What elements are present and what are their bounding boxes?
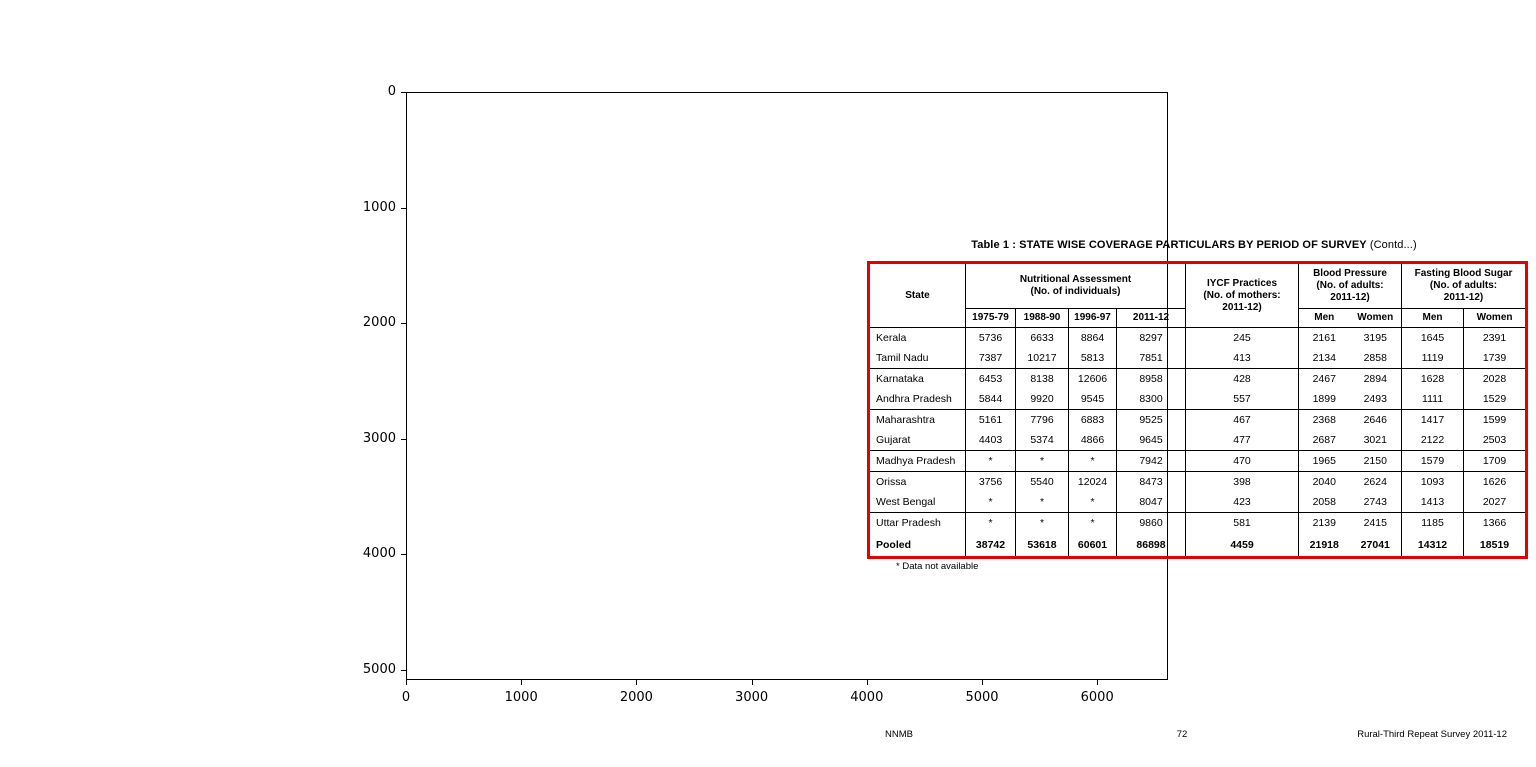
page-number: 72 [1176,729,1188,740]
header-fbs-men: Men [1402,309,1464,328]
state-cell: Orissa [869,472,966,493]
value-cell: 5844 [966,389,1016,410]
table-row [869,451,1527,472]
value-cell: 8473 [1117,472,1186,493]
value-cell: 5736 [966,328,1016,349]
header-blood-pressure [1299,263,1402,309]
header-iycf-line1: IYCF Practices [1206,277,1278,289]
value-cell: 9545 [1069,389,1117,410]
state-cell: Tamil Nadu [876,352,929,364]
header-fbs-women: Women [1464,309,1527,328]
value-cell: 9860 [1117,513,1186,534]
value-cell: 413 [1186,348,1299,369]
value-cell: 3021 [1363,434,1387,446]
value-cell: 2391 [1464,328,1527,349]
state-cell: West Bengal [876,496,936,508]
y-tick-mark [401,554,406,555]
value-cell: 398 [1186,472,1299,493]
value-cell: 1579 [1402,451,1464,472]
header-fbs-line1: Fasting Blood Sugar [1414,268,1513,279]
header-iycf-line2: (No. of mothers: [1203,289,1281,301]
header-bp-men: Men [1299,309,1350,328]
table-body [869,328,1527,558]
value-cell: 2161 [1299,328,1350,349]
value-cell: 2467 [1299,369,1350,390]
value-cell: 3195 [1350,328,1402,349]
table-row [869,492,1527,513]
y-tick-label: 1000 [362,199,396,215]
value-cell: * [966,492,1016,513]
value-cell: 1093 [1402,472,1464,493]
x-tick-mark [867,680,868,685]
value-cell: 86898 [1117,533,1186,558]
value-cell: 581 [1186,513,1299,534]
value-cell: 2687 [1299,430,1350,451]
x-tick-label: 1000 [504,690,538,705]
header-bp-line1: Blood Pressure [1313,268,1387,279]
header-state: State [905,289,930,301]
table-title-suffix: (Contd...) [1366,239,1417,251]
y-tick-mark [401,670,406,671]
header-fasting-blood-sugar [1402,263,1527,309]
y-tick-label: 5000 [362,662,396,677]
value-cell: 245 [1186,328,1299,349]
value-cell: * [1069,513,1117,534]
value-cell: 9920 [1016,389,1069,410]
value-cell: * [966,513,1016,534]
value-cell: 1413 [1402,492,1464,513]
value-cell: 12606 [1069,369,1117,390]
value-cell: 1899 [1299,389,1350,410]
state-cell: Pooled [876,538,912,551]
y-tick-label: 4000 [362,546,396,562]
value-cell: 9645 [1117,430,1186,451]
value-cell: 8958 [1117,369,1186,390]
x-tick-mark [406,680,407,685]
header-nutritional-line2: (No. of individuals) [1030,286,1121,297]
x-tick-label: 3000 [735,690,769,705]
value-cell: 38742 [966,533,1016,558]
value-cell: * [1016,492,1069,513]
x-tick-label: 2000 [619,690,653,705]
header-year-2011-12: 2011-12 [1117,309,1186,328]
state-cell: Karnataka [869,369,966,390]
value-cell: 1965 [1299,451,1350,472]
value-cell: 1739 [1464,348,1527,369]
value-cell: 1366 [1464,513,1527,534]
value-cell: 2503 [1464,430,1527,451]
value-cell: 1599 [1464,410,1527,431]
value-cell: 7942 [1117,451,1186,472]
value-cell: * [1016,451,1069,472]
value-cell: 8864 [1069,328,1117,349]
y-tick-mark [401,323,406,324]
y-tick-mark [401,208,406,209]
value-cell: 7387 [966,348,1016,369]
header-year-1988-90: 1988-90 [1016,309,1069,328]
table-row [869,348,1527,369]
x-tick-label: 4000 [850,690,884,705]
value-cell: 2894 [1350,369,1402,390]
value-cell: 2027 [1464,492,1527,513]
header-fbs-line3: 2011-12) [1443,292,1484,303]
value-cell: * [1016,513,1069,534]
value-cell: 1628 [1402,369,1464,390]
value-cell: 2122 [1402,430,1464,451]
value-cell: 3756 [966,472,1016,493]
footnote: * Data not available [896,561,979,572]
value-cell: 9525 [1117,410,1186,431]
value-cell: 4403 [966,430,1016,451]
header-year-1975-79: 1975-79 [966,309,1016,328]
x-tick-mark [521,680,522,685]
x-tick-mark [982,680,983,685]
footer-left: NNMB [885,729,913,740]
value-cell: 2028 [1464,369,1527,390]
value-cell: 557 [1186,389,1299,410]
value-cell: 2139 [1299,513,1350,534]
value-cell: 470 [1186,451,1299,472]
value-cell: * [966,451,1016,472]
table-row [869,328,1527,349]
table-row [869,369,1527,390]
value-cell: 27041 [1360,538,1390,551]
value-cell: 2493 [1363,393,1387,405]
table-row [869,513,1527,534]
value-cell: * [1069,492,1117,513]
coverage-table [867,261,1528,559]
header-nutritional-line1: Nutritional Assessment [1019,274,1132,285]
value-cell: 53618 [1016,533,1069,558]
value-cell: 1709 [1464,451,1527,472]
value-cell: 2368 [1299,410,1350,431]
x-tick-label: 0 [401,690,411,705]
x-tick-mark [636,680,637,685]
value-cell: 1417 [1402,410,1464,431]
value-cell: 6883 [1069,410,1117,431]
value-cell: 1111 [1402,389,1464,410]
y-tick-label: 3000 [362,430,396,446]
value-cell: 428 [1186,369,1299,390]
header-bp-line2: (No. of adults: [1316,280,1384,291]
value-cell: 2150 [1350,451,1402,472]
value-cell: 8297 [1117,328,1186,349]
value-cell: 4866 [1069,430,1117,451]
table-title-text: Table 1 : STATE WISE COVERAGE PARTICULARS BY PERIOD OF SURVEY [971,239,1367,251]
table-row [869,430,1527,451]
state-cell: Uttar Pradesh [869,513,966,534]
y-tick-label: 2000 [362,315,396,331]
value-cell: 14312 [1402,533,1464,558]
y-tick-mark [401,92,406,93]
state-cell: Andhra Pradesh [876,393,952,405]
value-cell: 10217 [1016,348,1069,369]
value-cell: 5813 [1069,348,1117,369]
table-row [869,410,1527,431]
state-cell: Gujarat [876,434,911,446]
value-cell: 2624 [1350,472,1402,493]
header-nutritional-assessment [966,263,1186,309]
state-cell: Kerala [869,328,966,349]
value-cell: 2134 [1299,348,1350,369]
header-iycf-line3: 2011-12) [1222,301,1262,313]
state-cell: Madhya Pradesh [869,451,966,472]
value-cell: 2743 [1363,496,1387,508]
table-row [869,389,1527,410]
value-cell: 2858 [1363,352,1387,364]
table-header [869,263,1527,328]
value-cell: 1185 [1402,513,1464,534]
value-cell: 2058 [1299,492,1350,513]
value-cell: 1119 [1402,348,1464,369]
value-cell: 8138 [1016,369,1069,390]
value-cell: 1529 [1464,389,1527,410]
value-cell: 60601 [1069,533,1117,558]
header-year-1996-97: 1996-97 [1069,309,1117,328]
table-title [843,239,1536,251]
value-cell: 21918 [1299,533,1350,558]
value-cell: 7851 [1117,348,1186,369]
header-bp-line3: 2011-12) [1330,292,1370,303]
value-cell: 4459 [1186,533,1299,558]
x-tick-mark [752,680,753,685]
value-cell: 423 [1186,492,1299,513]
x-tick-label: 5000 [965,690,999,705]
header-iycf [1186,263,1299,328]
table-row [869,533,1527,558]
value-cell: 5374 [1016,430,1069,451]
value-cell: 5161 [966,410,1016,431]
value-cell: 467 [1186,410,1299,431]
value-cell: 7796 [1016,410,1069,431]
footer-right: Rural-Third Repeat Survey 2011-12 [1357,729,1507,740]
y-tick-mark [401,439,406,440]
value-cell: 18519 [1464,533,1527,558]
state-cell: Maharashtra [869,410,966,431]
value-cell: 1626 [1464,472,1527,493]
value-cell: 477 [1186,430,1299,451]
value-cell: 2415 [1350,513,1402,534]
table-row [869,472,1527,493]
header-fbs-line2: (No. of adults: [1429,280,1498,291]
value-cell: 2646 [1350,410,1402,431]
value-cell: 6453 [966,369,1016,390]
value-cell: * [1069,451,1117,472]
value-cell: 6633 [1016,328,1069,349]
value-cell: 8300 [1117,389,1186,410]
x-tick-label: 6000 [1080,690,1114,705]
value-cell: 5540 [1016,472,1069,493]
y-tick-label: 0 [387,84,396,99]
x-tick-mark [1097,680,1098,685]
value-cell: 1645 [1402,328,1464,349]
value-cell: 8047 [1117,492,1186,513]
header-bp-women: Women [1350,309,1402,328]
value-cell: 12024 [1069,472,1117,493]
value-cell: 2040 [1299,472,1350,493]
